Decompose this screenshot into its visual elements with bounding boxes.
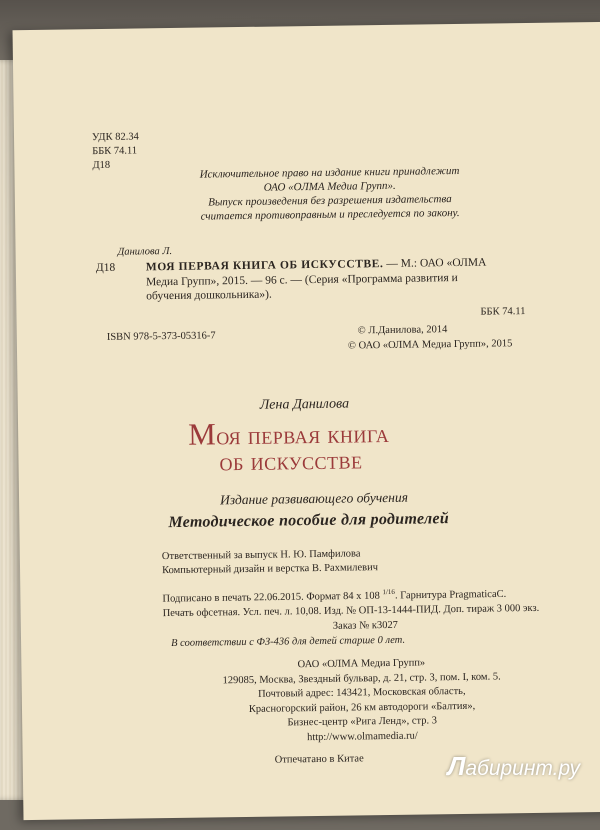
copyright-block: [348, 321, 513, 353]
publisher-address: Красногорский район, 26 км автодороги «Балтия»,: [248, 700, 476, 715]
printed-in: Отпечатано в Китае: [274, 753, 364, 766]
edition-type: Издание развивающего обучения: [219, 489, 409, 508]
labirint-logo: Л: [447, 751, 466, 781]
author-mark: Д18: [92, 159, 111, 172]
credit-line: Компьютерный дизайн и верстка В. Рахмилевич: [161, 562, 379, 577]
print-line: Заказ № к3027: [332, 619, 398, 632]
classification-codes: [92, 130, 139, 173]
book-page: [13, 22, 600, 820]
print-line-part: Подписано в печать 22.06.2015. Формат 84 х 108: [162, 590, 383, 605]
book-title-line2: об искусстве: [219, 447, 363, 477]
credits: [162, 547, 378, 578]
print-line-part: . Гарнитура PragmaticaC.: [394, 588, 507, 602]
isbn: ISBN 978-5-373-05316-7: [106, 330, 216, 343]
publisher-address: Почтовый адрес: 143421, Московская область,: [257, 685, 466, 700]
rights-line: Исключительное право на издание книги принадлежит: [199, 164, 460, 181]
labirint-watermark: [447, 751, 580, 782]
biblio-bbk: ББК 74.11: [480, 306, 526, 318]
rights-notice: [164, 163, 495, 224]
rights-line: Выпуск произведения без разрешения издательства: [208, 193, 452, 209]
bibliographic-record: [96, 255, 547, 305]
title-initial: М: [187, 416, 217, 452]
biblio-rest: — М.: ОАО «ОЛМА: [383, 256, 487, 271]
format-fraction: 1/16: [382, 587, 395, 597]
publisher-website: http://www.olmamedia.ru/: [306, 730, 418, 743]
print-line: Печать офсетная. Усл. печ. л. 10,08. Изд. № ОП-13-1444-ПИД. Доп. тираж 3 000 экз.: [162, 602, 540, 620]
author-name: Лена Данилова: [259, 396, 350, 413]
rights-line: считается противоправным и преследуется по закону.: [200, 206, 460, 223]
publisher-address: Бизнес-центр «Рига Ленд», стр. 3: [287, 715, 438, 729]
publisher-info: [171, 655, 552, 747]
book-subtitle: Методическое пособие для родителей: [168, 510, 450, 532]
rights-line: ОАО «ОЛМА Медиа Групп».: [263, 179, 396, 194]
credit-line: Ответственный за выпуск Н. Ю. Памфилова: [161, 548, 361, 563]
biblio-text: [146, 255, 547, 304]
biblio-line: Медиа Групп», 2015. — 96 с. — (Серия «Программа развития и: [145, 271, 458, 288]
biblio-author: Данилова Л.: [117, 245, 173, 258]
watermark-text: абиринт.ру: [465, 757, 580, 780]
publisher-address: 129085, Москва, Звездный бульвар, д. 21, стр. 3, пом. I, ком. 5.: [222, 670, 501, 686]
udk-code: УДК 82.34: [91, 131, 139, 144]
biblio-line: обучения дошкольника»).: [146, 288, 272, 303]
copyright-publisher: © ОАО «ОЛМА Медиа Групп», 2015: [347, 338, 513, 352]
publisher-name: ОАО «ОЛМА Медиа Групп»: [297, 657, 426, 671]
copyright-author: © Л.Данилова, 2014: [357, 324, 448, 337]
print-details: [162, 583, 539, 636]
biblio-title: МОЯ ПЕРВАЯ КНИГА ОБ ИСКУССТВЕ.: [145, 258, 384, 274]
age-rating-notice: В соответствии с ФЗ-436 для детей старше 0 лет.: [171, 634, 406, 650]
title-rest: оя первая книга: [216, 420, 390, 451]
biblio-code: Д18: [95, 261, 116, 275]
bbk-code: ББК 74.11: [92, 145, 138, 158]
